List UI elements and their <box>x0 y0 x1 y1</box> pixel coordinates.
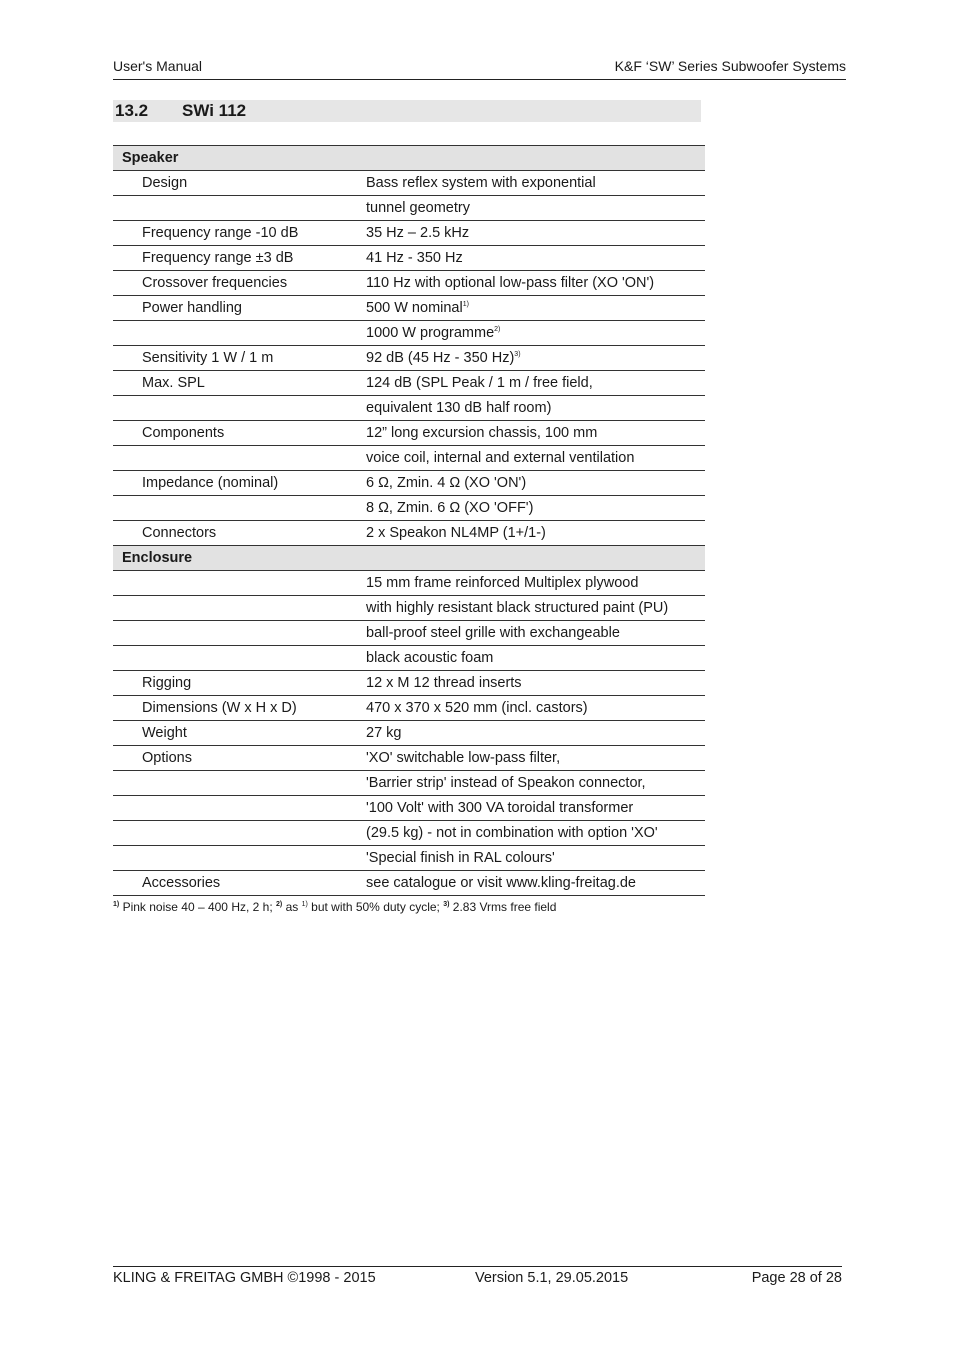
table-row <box>113 296 705 321</box>
spec-label: Design <box>113 171 366 196</box>
table-row <box>113 746 705 771</box>
table-row <box>113 771 705 796</box>
group-heading: Speaker <box>113 146 705 171</box>
spec-value-cell <box>366 271 705 296</box>
table-row <box>113 396 705 421</box>
section-number: 13.2 <box>115 101 149 120</box>
spec-value: '100 Volt' with 300 VA toroidal transformer <box>366 800 634 816</box>
page-header <box>113 57 846 80</box>
table-row <box>113 446 705 471</box>
spec-value-cell <box>366 496 705 521</box>
table-row <box>113 421 705 446</box>
spec-value-cell <box>366 371 705 396</box>
table-row <box>113 621 705 646</box>
table-row <box>113 371 705 396</box>
footnote-text-1: Pink noise 40 – 400 Hz, 2 h; <box>119 900 276 914</box>
spec-value-cell <box>366 171 705 196</box>
footnote-mark-2: 2) <box>276 901 283 908</box>
spec-label: Frequency range -10 dB <box>113 221 366 246</box>
spec-value: Bass reflex system with exponential <box>366 175 596 191</box>
spec-value: 'Special finish in RAL colours' <box>366 850 555 866</box>
spec-label <box>113 846 366 871</box>
footnote-reference: 1) <box>462 301 469 309</box>
spec-value-cell <box>366 471 705 496</box>
spec-label: Sensitivity 1 W / 1 m <box>113 346 366 371</box>
spec-label <box>113 596 366 621</box>
spec-value: tunnel geometry <box>366 200 470 216</box>
footnote-mark-2-ref: 1) <box>301 901 308 908</box>
spec-value-cell <box>366 421 705 446</box>
footer-version: Version 5.1, 29.05.2015 <box>475 1270 629 1286</box>
spec-value-cell <box>366 621 705 646</box>
table-row <box>113 221 705 246</box>
table-row <box>113 196 705 221</box>
spec-value-cell <box>366 746 705 771</box>
spec-label <box>113 571 366 596</box>
spec-table <box>113 145 705 896</box>
table-row <box>113 846 705 871</box>
table-row <box>113 521 705 546</box>
spec-value: 1000 W programme <box>366 325 495 341</box>
page-footer <box>113 1266 842 1291</box>
footnote-mark-1: 1) <box>113 901 120 908</box>
spec-value-cell <box>366 721 705 746</box>
spec-value-cell <box>366 771 705 796</box>
spec-label: Dimensions (W x H x D) <box>113 696 366 721</box>
spec-value: 8 Ω, Zmin. 6 Ω (XO 'OFF') <box>366 500 534 516</box>
spec-value: 500 W nominal <box>366 300 463 316</box>
group-heading: Enclosure <box>113 546 705 571</box>
spec-value: equivalent 130 dB half room) <box>366 400 552 416</box>
footnote-reference: 2) <box>494 326 501 334</box>
spec-value: (29.5 kg) - not in combination with option 'XO' <box>366 825 658 841</box>
spec-value: 15 mm frame reinforced Multiplex plywood <box>366 575 639 591</box>
table-group-row <box>113 546 705 571</box>
spec-label: Options <box>113 746 366 771</box>
spec-value-cell <box>366 671 705 696</box>
table-row <box>113 596 705 621</box>
spec-value-cell <box>366 521 705 546</box>
table-row <box>113 671 705 696</box>
spec-value-cell <box>366 396 705 421</box>
footnote <box>113 900 556 914</box>
spec-value: 41 Hz - 350 Hz <box>366 250 463 266</box>
spec-value-cell <box>366 821 705 846</box>
spec-label <box>113 496 366 521</box>
spec-value-cell <box>366 646 705 671</box>
footnote-text-2: as <box>282 900 302 914</box>
spec-value-cell <box>366 296 705 321</box>
spec-label <box>113 196 366 221</box>
table-row <box>113 346 705 371</box>
spec-value: 124 dB (SPL Peak / 1 m / free field, <box>366 375 593 391</box>
spec-label: Weight <box>113 721 366 746</box>
table-row <box>113 321 705 346</box>
spec-value: 'XO' switchable low-pass filter, <box>366 750 561 766</box>
table-row <box>113 246 705 271</box>
spec-value: 27 kg <box>366 725 402 741</box>
footnote-reference: 3) <box>514 351 521 359</box>
spec-label: Connectors <box>113 521 366 546</box>
footnote-mark-3: 3) <box>443 901 450 908</box>
spec-value: 12” long excursion chassis, 100 mm <box>366 425 598 441</box>
spec-label <box>113 771 366 796</box>
table-row <box>113 171 705 196</box>
spec-value-cell <box>366 796 705 821</box>
table-row <box>113 471 705 496</box>
spec-value: 110 Hz with optional low-pass filter (XO 'ON') <box>366 275 655 291</box>
spec-label <box>113 646 366 671</box>
table-row <box>113 721 705 746</box>
table-row <box>113 871 705 896</box>
section-heading <box>113 100 701 122</box>
table-row <box>113 796 705 821</box>
spec-label: Accessories <box>113 871 366 896</box>
table-row <box>113 646 705 671</box>
spec-value: 2 x Speakon NL4MP (1+/1-) <box>366 525 546 541</box>
spec-value: 35 Hz – 2.5 kHz <box>366 225 470 241</box>
spec-value-cell <box>366 696 705 721</box>
spec-value: 'Barrier strip' instead of Speakon connector, <box>366 775 646 791</box>
spec-value-cell <box>366 221 705 246</box>
spec-label: Components <box>113 421 366 446</box>
table-row <box>113 821 705 846</box>
table-row <box>113 271 705 296</box>
header-left: User's Manual <box>113 58 203 74</box>
table-row <box>113 496 705 521</box>
header-right: K&F ‘SW’ Series Subwoofer Systems <box>614 58 846 74</box>
footer-page-number: Page 28 of 28 <box>751 1270 842 1286</box>
footnote-text-3: 2.83 Vrms free field <box>449 900 557 914</box>
table-row <box>113 696 705 721</box>
spec-value-cell <box>366 246 705 271</box>
spec-value-cell <box>366 321 705 346</box>
spec-label <box>113 396 366 421</box>
spec-value-cell <box>366 346 705 371</box>
spec-value: black acoustic foam <box>366 650 494 666</box>
spec-value: 92 dB (45 Hz - 350 Hz) <box>366 350 515 366</box>
spec-label: Frequency range ±3 dB <box>113 246 366 271</box>
spec-label <box>113 821 366 846</box>
spec-label <box>113 796 366 821</box>
spec-label: Crossover frequencies <box>113 271 366 296</box>
spec-value-cell <box>366 596 705 621</box>
spec-value: voice coil, internal and external ventilation <box>366 450 635 466</box>
spec-label: Impedance (nominal) <box>113 471 366 496</box>
spec-value-cell <box>366 446 705 471</box>
spec-label: Power handling <box>113 296 366 321</box>
table-row <box>113 571 705 596</box>
spec-value: 470 x 370 x 520 mm (incl. castors) <box>366 700 588 716</box>
footnote-text-2b: but with 50% duty cycle; <box>307 900 444 914</box>
spec-value-cell <box>366 871 705 896</box>
spec-label: Rigging <box>113 671 366 696</box>
spec-value: ball-proof steel grille with exchangeable <box>366 625 620 641</box>
spec-value: with highly resistant black structured paint (PU) <box>366 600 669 616</box>
section-title: SWi 112 <box>182 101 247 120</box>
spec-value-cell <box>366 846 705 871</box>
spec-value: 6 Ω, Zmin. 4 Ω (XO 'ON') <box>366 475 527 491</box>
spec-label <box>113 621 366 646</box>
spec-label: Max. SPL <box>113 371 366 396</box>
spec-label <box>113 321 366 346</box>
table-group-row <box>113 146 705 171</box>
spec-value: 12 x M 12 thread inserts <box>366 675 522 691</box>
spec-value-cell <box>366 571 705 596</box>
spec-value: see catalogue or visit www.kling-freitag.de <box>366 875 636 891</box>
spec-label <box>113 446 366 471</box>
spec-value-cell <box>366 196 705 221</box>
footer-company: KLING & FREITAG GMBH ©1998 - 2015 <box>113 1270 376 1286</box>
